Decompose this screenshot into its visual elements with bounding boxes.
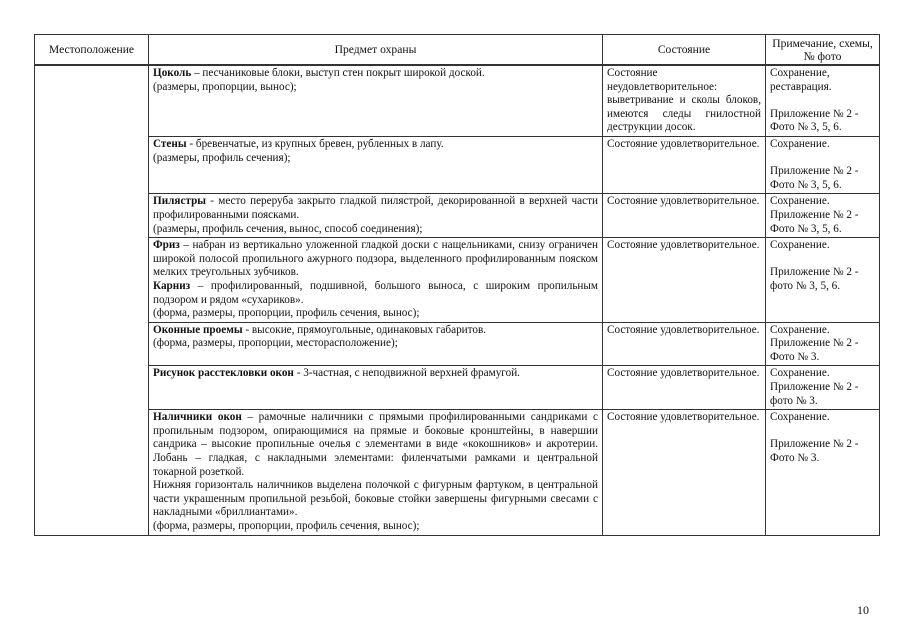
note-line: Сохранение. [770, 323, 830, 336]
note-line: Сохранение. [770, 239, 830, 252]
note-line: Приложение № 2 - Фото № 3, 5, 6. [770, 107, 859, 134]
subject-paragraph [153, 411, 598, 479]
subject-paragraph [153, 223, 598, 237]
note-cell [766, 238, 880, 323]
subject-paragraph [153, 81, 598, 95]
element-description: - 3-частная, с неподвижной верхней фрамугой. [293, 367, 520, 380]
element-description: (форма, размеры, пропорции, месторасположение); [153, 337, 398, 350]
note-line: Приложение № 2 - Фото № 3. [770, 337, 859, 363]
element-name: Рисунок расстекловки окон [153, 367, 294, 380]
state-cell: Состояние удовлетворительное. [603, 238, 766, 323]
element-description: – рамочные наличники с прямыми профилированными сандриками с пропильным подзором, опирающимися на прямые и боковые кронштейны, в навершии сандрика – высокие пропильные очелья с элементами в виде «кокошников» и акротерии. Лобань – гладкая, с накладными элементами: филенчатыми рамками и центральной токарной розеткой. [153, 411, 598, 478]
table-row [35, 238, 880, 323]
subject-paragraph [153, 67, 598, 81]
subject-paragraph [153, 138, 598, 152]
state-cell: Состояние удовлетворительное. [603, 136, 766, 193]
note-line: Сохранение. [770, 367, 830, 380]
note-line: Сохранение. [770, 137, 830, 150]
table-row [35, 366, 880, 410]
subject-paragraph [153, 337, 598, 351]
note-spacer [770, 253, 875, 267]
protection-subject-table-page [34, 34, 879, 536]
subject-paragraph [153, 307, 598, 321]
subject-paragraph [153, 239, 598, 280]
element-name: Карниз [153, 279, 191, 292]
table-row [35, 65, 880, 136]
subject-cell [149, 238, 603, 323]
element-name: Оконные проемы [153, 323, 243, 336]
note-cell [766, 322, 880, 366]
note-cell [766, 65, 880, 136]
state-cell: Состояние удовлетворительное. [603, 410, 766, 535]
note-line: Приложение № 2 - Фото № 3, 5, 6. [770, 208, 859, 235]
note-line: Приложение № 2 - фото № 3. [770, 381, 859, 407]
subject-paragraph [153, 520, 598, 534]
protection-subject-table [34, 34, 880, 536]
subject-paragraph [153, 367, 598, 381]
subject-cell [149, 410, 603, 535]
subject-cell [149, 65, 603, 136]
state-cell: Состояние удовлетворительное. [603, 322, 766, 366]
note-cell [766, 366, 880, 410]
subject-cell [149, 136, 603, 193]
note-line: Приложение № 2 - Фото № 3. [770, 438, 859, 465]
element-name: Наличники окон [153, 411, 242, 424]
element-description: (форма, размеры, пропорции, профиль сечения, вынос); [153, 520, 420, 532]
table-row [35, 136, 880, 193]
element-description: - высокие, прямоугольные, одинаковых габаритов. [242, 323, 487, 336]
header-subject: Предмет охраны [149, 35, 603, 66]
subject-cell [149, 322, 603, 366]
page-number: 10 [857, 603, 869, 617]
element-name: Цоколь [153, 67, 192, 79]
note-line: Сохранение, реставрация. [770, 67, 832, 93]
note-cell [766, 194, 880, 238]
subject-cell [149, 366, 603, 410]
subject-paragraph [153, 195, 598, 222]
table-row [35, 410, 880, 535]
element-description: (размеры, пропорции, вынос); [153, 80, 297, 93]
element-name: Фриз [153, 239, 180, 252]
element-description: (форма, размеры, пропорции, профиль сечения, вынос); [153, 307, 420, 320]
subject-paragraph [153, 280, 598, 307]
element-description: (размеры, профиль сечения); [153, 151, 291, 164]
state-cell: Состояние удовлетворительное. [603, 194, 766, 238]
element-description: – набран из вертикально уложенной гладкой доски с нащельниками, снизу ограничен широкой полосой пропильного ажурного подзора, выделенного профилированным пояском мелких треугольных зубчиков. [153, 239, 598, 279]
header-note: Примечание, схемы, № фото [766, 35, 880, 66]
element-description: - бревенчатые, из крупных бревен, рубленных в лапу. [186, 137, 444, 150]
note-line: Приложение № 2 - фото № 3, 5, 6. [770, 266, 859, 292]
element-name: Стены [153, 137, 187, 150]
element-description: Нижняя горизонталь наличников выделена полочкой с фигурным фартуком, в центральной части украшенным пропильной резьбой, боковые стойки завершены фигурными свесами с накладными «бриллиантами». [153, 479, 598, 519]
note-spacer [770, 425, 875, 439]
element-description: – профилированный, подшивной, большого выноса, с широким пропильным подзором и рядом «сухариков». [153, 279, 598, 306]
note-line: Сохранение. [770, 195, 830, 208]
element-description: – песчаниковые блоки, выступ стен покрыт широкой доской. [191, 67, 485, 79]
table-row [35, 194, 880, 238]
table-header-row [35, 35, 880, 66]
note-line: Сохранение. [770, 411, 830, 424]
table-body [35, 65, 880, 535]
element-description: (размеры, профиль сечения, вынос, способ соединения); [153, 222, 423, 235]
element-description: - место переруба закрыто гладкой пилястрой, декорированной в верхней части профилированными поясками. [153, 195, 598, 221]
note-cell [766, 136, 880, 193]
subject-paragraph [153, 152, 598, 166]
header-location: Местоположение [35, 35, 149, 66]
subject-cell [149, 194, 603, 238]
element-name: Пилястры [153, 195, 207, 208]
note-line: Приложение № 2 - Фото № 3, 5, 6. [770, 165, 859, 191]
subject-paragraph [153, 324, 598, 338]
note-spacer [770, 94, 875, 108]
location-cell [35, 65, 149, 535]
table-row [35, 322, 880, 366]
note-spacer [770, 152, 875, 166]
state-cell: Состояние неудовлетворительное: выветривание и сколы блоков, имеются следы гнилостной деструкции досок. [603, 65, 766, 136]
note-cell [766, 410, 880, 535]
state-cell: Состояние удовлетворительное. [603, 366, 766, 410]
header-state: Состояние [603, 35, 766, 66]
subject-paragraph [153, 479, 598, 520]
